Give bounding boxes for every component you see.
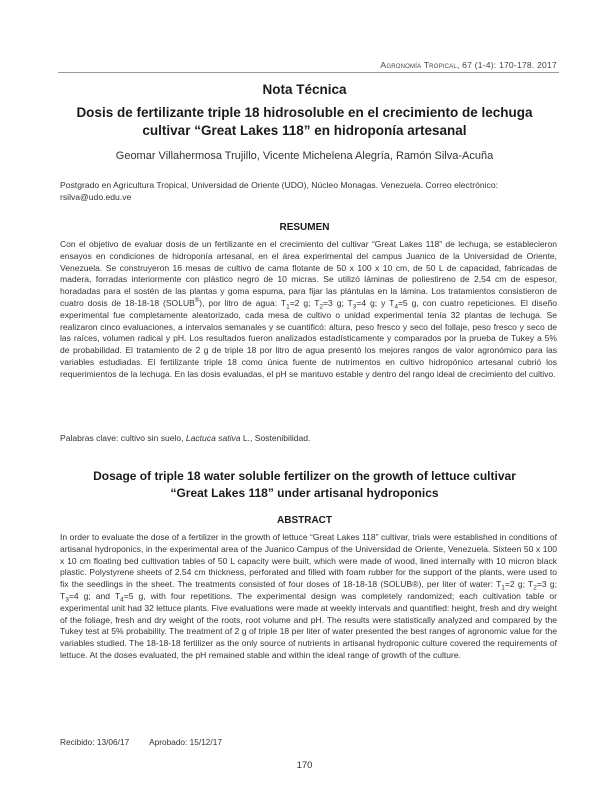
resumen-body: Con el objetivo de evaluar dosis de un fertilizante en el crecimiento del cultivar “Great Lakes 118” de lechuga, se establecieron ensayos en condiciones de hidroponía artesanal, en el área experimental del campus Juanico de la Universidad de Oriente, Venezuela. Se construyeron 16 mesas de cultivo de cama flotante de 50 x 100 x 10 cm, de 50 L de capacidad, fabricadas de madera, forradas interiormente con plástico negro de 10 micras. Se utilizó láminas de poliestireno de 2,54 cm de espesor, horadadas para el sostén de las plantas y goma espuma, para fijar las plántulas en la lámina. Los tratamientos consistieron de cuatro dosis de 18-18-18 (SOLUB®), por litro de agua: $T_1=2$ g; $T_2=3$ g; $T_3=4$ g; y $T_4=5$ g, con cuatro repeticiones. El diseño experimental fue completamente aleatorizado, cada mesa de cultivo o unidad experimental tenía 32 plantas de lechuga. Se realizaron cinco evaluaciones, a intervalos semanales y se cuantificó: altura, peso fresco y seco del follaje, peso fresco y seco de las raíces, volumen radical y pH. Los resultados fueron analizados estadísticamente y comparados por la prueba de Tukey a 5% de probabilidad. El tratamiento de 2 g de triple 18 por litro de agua presentó los mejores rangos de valor agronómico para las variables estudiadas. El fertilizante triple 18 como única fuente de nutrimentos en cultivo hidropónico artesanal cubrió los requerimientos de la lechuga. En las dosis evaluadas, el pH se mantuvo estable y dentro del rango ideal de crecimiento del cultivo. xyxy=(60,239,557,379)
journal-name: Agronomía Tropical xyxy=(380,60,457,70)
english-title xyxy=(60,468,549,502)
section-label: Nota Técnica xyxy=(262,82,347,97)
approved-date: Aprobado: 15/12/17 xyxy=(149,737,222,747)
english-title-line-2: “Great Lakes 118” under artisanal hydroponics xyxy=(170,486,439,500)
received-date: Recibido: 13/06/17 xyxy=(60,737,130,747)
spanish-title xyxy=(60,104,549,140)
authors: Geomar Villahermosa Trujillo, Vicente Michelena Alegría, Ramón Silva-Acuña xyxy=(115,150,494,162)
header-rule xyxy=(58,72,559,73)
affiliation-email[interactable]: rsilva@udo.edu.ve xyxy=(60,191,132,202)
abstract-heading: ABSTRACT xyxy=(277,515,332,526)
spanish-title-line-1: Dosis de fertilizante triple 18 hidrosoluble en el crecimiento de lechuga xyxy=(76,105,533,120)
journal-citation: , 67 (1-4): 170-178. 2017 xyxy=(456,60,557,70)
keywords: Palabras clave: cultivo sin suelo, Lactuca sativa L., Sostenibilidad. xyxy=(60,433,311,443)
page-number: 170 xyxy=(296,760,313,771)
english-title-line-1: Dosage of triple 18 water soluble fertilizer on the growth of lettuce cultivar xyxy=(93,469,516,483)
submission-dates xyxy=(60,737,240,747)
affiliation xyxy=(60,180,557,203)
abstract-body: In order to evaluate the dose of a fertilizer in the growth of lettuce “Great Lakes 118” cultivar, trials were established in conditions of artisanal hydroponics, in the experimental area of the Juanico Campus of the Universidad de Oriente, Venezuela. Sixteen 50 x 100 x 10 cm floating bed cultivation tables of 50 L capacity were built, which were made of wood, lined internally with 10 micron black plastic. Polystyrene sheets of 2.54 cm thickness, perforated and filled with foam rubber for the support of the plants, were used to fix the seedlings in the sheet. The treatments consisted of four doses of 18-18-18 (SOLUB®), per liter of water: $T_1=2$ g; $T_2=3$ g; $T_3=4$ g; and $T_4=5$ g, with four repetitions. The experimental design was completely randomized; each cultivation table or experimental unit had 32 lettuce plants. Five evaluations were made at weekly intervals and quantified: height, fresh and dry weight of the foliage, fresh and dry weight of the roots, root volume and pH. The results were statistically analyzed and compared by the Tukey test at 5% probability. The treatment of 2 g of triple 18 per liter of water presented the best ranges of agronomic value for the variables studied. The 18-18-18 fertilizer as the only source of nutrients in artisanal hydroponic culture covered the requirements of lettuce. At the doses evaluated, the pH remained stable and within the ideal range of growth of the culture. xyxy=(60,532,557,660)
running-header xyxy=(380,60,557,70)
spanish-title-line-2: cultivar “Great Lakes 118” en hidroponía artesanal xyxy=(142,123,467,138)
resumen-heading: RESUMEN xyxy=(279,222,330,233)
species-name: Lactuca sativa xyxy=(185,433,241,443)
affiliation-line-1: Postgrado en Agricultura Tropical, Universidad de Oriente (UDO), Núcleo Monagas. Venezuela. Correo electrónico: xyxy=(60,180,499,190)
